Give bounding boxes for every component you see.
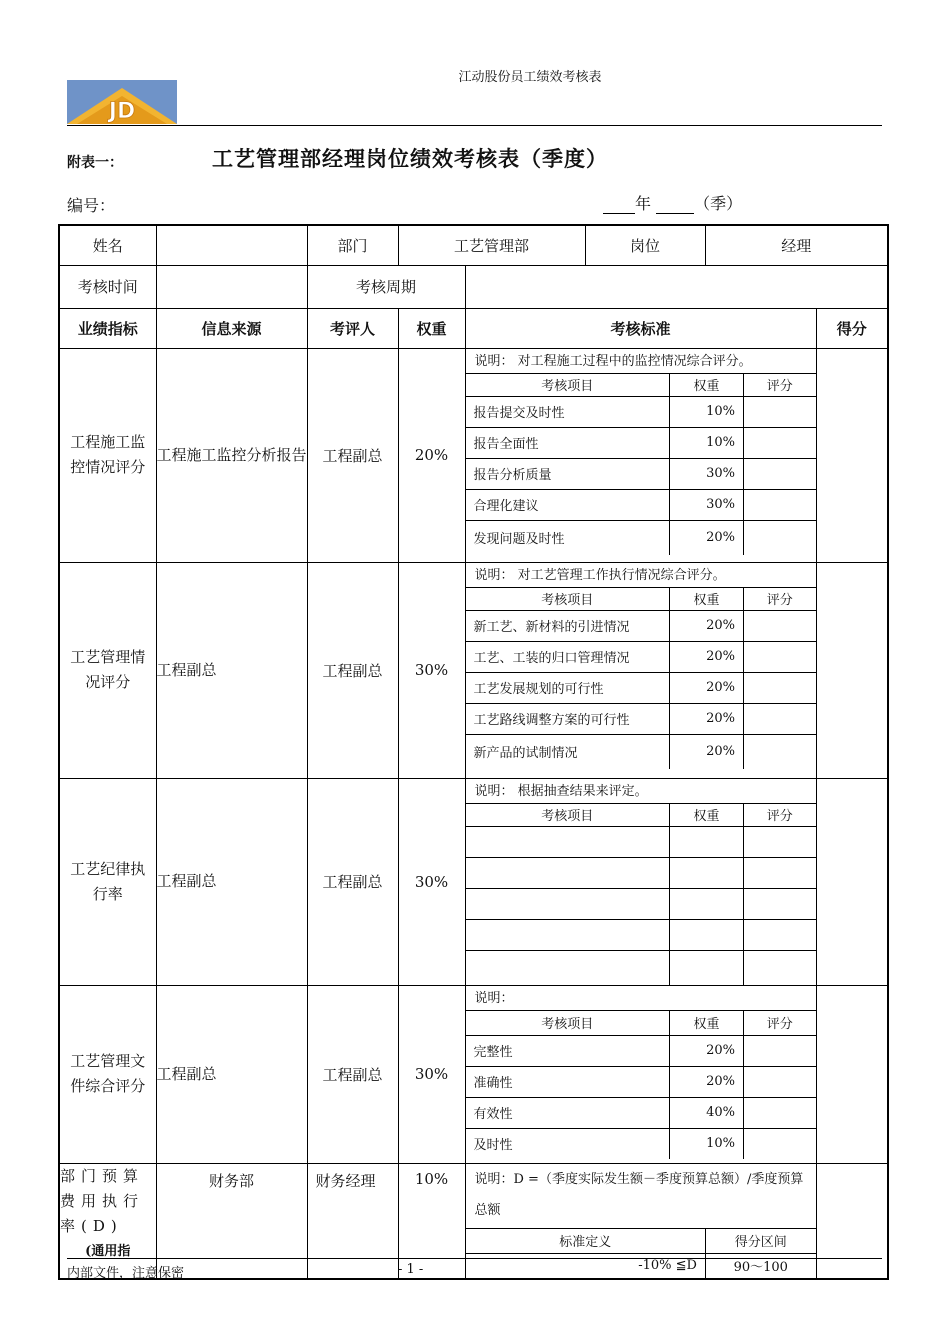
- criteria-item-row: [466, 396, 816, 427]
- criteria-weight: 40%: [670, 1097, 744, 1128]
- criteria-item[interactable]: [466, 888, 670, 919]
- indicator-name: 工艺管理情况评分: [59, 562, 156, 778]
- sub-col-weight: 权重: [670, 587, 744, 610]
- criteria-weight: 20%: [670, 610, 744, 641]
- criteria-score-field[interactable]: [744, 888, 816, 919]
- criteria-item: 及时性: [466, 1128, 670, 1159]
- criteria-weight: 20%: [670, 734, 744, 769]
- sub-col-score: 评分: [744, 1010, 816, 1035]
- quarter-label: （季）: [694, 194, 743, 213]
- budget-range-value: 90～100: [706, 1253, 816, 1278]
- criteria-weight: 20%: [670, 672, 744, 703]
- criteria-item-row: [466, 1035, 816, 1066]
- criteria-item[interactable]: [466, 950, 670, 985]
- criteria-weight: 10%: [670, 1128, 744, 1159]
- indicator-reviewer: 工程副总: [307, 348, 398, 562]
- serial-label: 编号：: [67, 196, 116, 215]
- indicator-reviewer: 工程副总: [307, 562, 398, 778]
- criteria-item-row: [466, 489, 816, 520]
- budget-indicator-note: (通用指: [85, 1243, 131, 1259]
- criteria-item: 发现问题及时性: [466, 520, 670, 555]
- criteria-score-field[interactable]: [744, 857, 816, 888]
- period-field: [603, 191, 742, 214]
- criteria-item: 报告提交及时性: [466, 396, 670, 427]
- criteria-subtable: [466, 1010, 816, 1159]
- criteria-item: 报告全面性: [466, 427, 670, 458]
- criteria-weight: 10%: [670, 427, 744, 458]
- criteria-score-field[interactable]: [744, 703, 816, 734]
- sub-col-score: 评分: [744, 803, 816, 826]
- col-score: 得分: [816, 308, 888, 348]
- criteria-subtable: [466, 373, 816, 555]
- indicator-weight: 30%: [398, 985, 465, 1163]
- page-title: 工艺管理部经理岗位绩效考核表（季度）: [212, 146, 608, 171]
- criteria-score-field[interactable]: [744, 396, 816, 427]
- criteria-item-row: [466, 610, 816, 641]
- budget-weight: 10%: [398, 1163, 465, 1279]
- budget-description: 说明：D =（季度实际发生额－季度预算总额）/季度预算总额: [474, 1171, 804, 1218]
- sub-col-item: 考核项目: [466, 1010, 670, 1035]
- criteria-cell: [465, 778, 816, 985]
- budget-range-label: 得分区间: [706, 1228, 816, 1253]
- score-field[interactable]: [816, 985, 888, 1163]
- budget-criteria-cell: [465, 1163, 816, 1279]
- criteria-score-field[interactable]: [744, 641, 816, 672]
- column-header-row: [59, 308, 888, 348]
- criteria-item[interactable]: [466, 826, 670, 857]
- col-weight: 权重: [398, 308, 465, 348]
- criteria-description: 说明： 根据抽查结果来评定。: [474, 783, 648, 799]
- criteria-score-field[interactable]: [744, 520, 816, 555]
- score-field[interactable]: [816, 562, 888, 778]
- cycle-label: 考核周期: [307, 265, 465, 308]
- criteria-item: 工艺、工装的归口管理情况: [466, 641, 670, 672]
- col-reviewer: 考评人: [307, 308, 398, 348]
- sub-col-weight: 权重: [670, 1010, 744, 1035]
- criteria-score-field[interactable]: [744, 826, 816, 857]
- criteria-item: 新工艺、新材料的引进情况: [466, 610, 670, 641]
- criteria-item: 报告分析质量: [466, 458, 670, 489]
- criteria-item[interactable]: [466, 857, 670, 888]
- criteria-item-row: [466, 672, 816, 703]
- header-divider: [67, 125, 882, 126]
- sub-col-score: 评分: [744, 587, 816, 610]
- criteria-item-row: [466, 641, 816, 672]
- sub-col-item: 考核项目: [466, 587, 670, 610]
- criteria-item: 工艺路线调整方案的可行性: [466, 703, 670, 734]
- confidential-note: 内部文件，注意保密: [67, 1266, 185, 1281]
- sub-col-score: 评分: [744, 373, 816, 396]
- name-label: 姓名: [59, 225, 156, 265]
- sub-col-item: 考核项目: [466, 803, 670, 826]
- budget-header-row: [466, 1228, 816, 1253]
- indicator-row: [59, 562, 888, 778]
- criteria-score-field[interactable]: [744, 1066, 816, 1097]
- criteria-item-row: [466, 857, 816, 888]
- sub-col-weight: 权重: [670, 803, 744, 826]
- year-blank[interactable]: [603, 197, 635, 214]
- criteria-description: 说明： 对工艺管理工作执行情况综合评分。: [474, 567, 726, 583]
- criteria-item-row: [466, 1066, 816, 1097]
- budget-std-value: -10% ≦D: [466, 1253, 706, 1278]
- criteria-score-field[interactable]: [744, 427, 816, 458]
- indicator-weight: 30%: [398, 778, 465, 985]
- criteria-item: 准确性: [466, 1066, 670, 1097]
- criteria-item-row: [466, 703, 816, 734]
- indicator-name: 工艺管理文件综合评分: [59, 985, 156, 1163]
- criteria-score-field[interactable]: [744, 1128, 816, 1159]
- criteria-weight[interactable]: [670, 919, 744, 950]
- col-standard: 考核标准: [465, 308, 816, 348]
- indicator-reviewer: 工程副总: [307, 778, 398, 985]
- indicator-row: [59, 348, 888, 562]
- criteria-score-field[interactable]: [744, 1097, 816, 1128]
- criteria-item-row: [466, 1128, 816, 1159]
- time-value[interactable]: [156, 265, 307, 308]
- dept-value: 工艺管理部: [398, 225, 585, 265]
- cycle-value[interactable]: [465, 265, 888, 308]
- criteria-score-field[interactable]: [744, 672, 816, 703]
- criteria-score-field[interactable]: [744, 950, 816, 985]
- footer-divider: [67, 1258, 882, 1259]
- criteria-weight[interactable]: [670, 950, 744, 985]
- budget-source: 财务部: [156, 1163, 307, 1279]
- budget-score-field[interactable]: [816, 1163, 888, 1279]
- budget-std-label: 标准定义: [466, 1228, 706, 1253]
- dept-label: 部门: [307, 225, 398, 265]
- criteria-score-field[interactable]: [744, 458, 816, 489]
- indicator-name: 工程施工监控情况评分: [59, 348, 156, 562]
- indicator-reviewer: 工程副总: [307, 985, 398, 1163]
- company-header-title: 江动股份员工绩效考核表: [458, 70, 602, 85]
- criteria-score-field[interactable]: [744, 610, 816, 641]
- indicator-weight: 30%: [398, 562, 465, 778]
- sub-header-row: [466, 587, 816, 610]
- name-value[interactable]: [156, 225, 307, 265]
- sub-col-weight: 权重: [670, 373, 744, 396]
- criteria-item: 完整性: [466, 1035, 670, 1066]
- info-row-2: [59, 265, 888, 308]
- criteria-weight: 30%: [670, 458, 744, 489]
- criteria-item-row: [466, 950, 816, 985]
- criteria-weight: 20%: [670, 1035, 744, 1066]
- appraisal-table: [58, 224, 889, 1280]
- sub-header-row: [466, 803, 816, 826]
- indicator-row: [59, 778, 888, 985]
- budget-subtable: [466, 1228, 816, 1278]
- criteria-item: 合理化建议: [466, 489, 670, 520]
- criteria-subtable: [466, 587, 816, 769]
- criteria-item: 新产品的试制情况: [466, 734, 670, 769]
- svg-text:JD: JD: [108, 99, 136, 124]
- col-source: 信息来源: [156, 308, 307, 348]
- criteria-item-row: [466, 458, 816, 489]
- criteria-score-field[interactable]: [744, 1035, 816, 1066]
- sub-header-row: [466, 1010, 816, 1035]
- criteria-weight: 20%: [670, 520, 744, 555]
- indicator-source: 工程副总: [156, 562, 307, 778]
- criteria-weight[interactable]: [670, 857, 744, 888]
- criteria-item-row: [466, 1097, 816, 1128]
- time-label: 考核时间: [59, 265, 156, 308]
- budget-standard-row: [466, 1253, 816, 1278]
- score-field[interactable]: [816, 778, 888, 985]
- criteria-item: 工艺发展规划的可行性: [466, 672, 670, 703]
- criteria-item-row: [466, 888, 816, 919]
- criteria-description: 说明： 对工程施工过程中的监控情况综合评分。: [474, 353, 752, 369]
- criteria-subtable: [466, 803, 816, 985]
- indicator-source: 工程施工监控分析报告: [156, 348, 307, 562]
- sub-col-item: 考核项目: [466, 373, 670, 396]
- indicator-name: 工艺纪律执行率: [59, 778, 156, 985]
- indicator-weight: 20%: [398, 348, 465, 562]
- budget-reviewer: 财务经理: [307, 1163, 398, 1279]
- appendix-label: 附表一：: [67, 155, 123, 171]
- criteria-item-row: [466, 826, 816, 857]
- criteria-weight: 20%: [670, 703, 744, 734]
- criteria-weight: 10%: [670, 396, 744, 427]
- indicator-source: 工程副总: [156, 778, 307, 985]
- page-number: - 1 -: [398, 1262, 424, 1277]
- criteria-weight[interactable]: [670, 888, 744, 919]
- criteria-weight[interactable]: [670, 826, 744, 857]
- budget-indicator-name: 部门预算费用执行率(D): [60, 1166, 145, 1235]
- criteria-score-field[interactable]: [744, 489, 816, 520]
- criteria-weight: 20%: [670, 1066, 744, 1097]
- col-indicator: 业绩指标: [59, 308, 156, 348]
- criteria-weight: 30%: [670, 489, 744, 520]
- criteria-item[interactable]: [466, 919, 670, 950]
- indicator-row: [59, 985, 888, 1163]
- criteria-item-row: [466, 734, 816, 769]
- criteria-cell: [465, 562, 816, 778]
- indicator-source: 工程副总: [156, 985, 307, 1163]
- criteria-cell: [465, 985, 816, 1163]
- criteria-weight: 20%: [670, 641, 744, 672]
- criteria-score-field[interactable]: [744, 919, 816, 950]
- criteria-item: 有效性: [466, 1097, 670, 1128]
- info-row-1: [59, 225, 888, 265]
- criteria-item-row: [466, 919, 816, 950]
- year-label: 年: [635, 194, 652, 213]
- quarter-blank[interactable]: [656, 197, 694, 214]
- position-label: 岗位: [585, 225, 705, 265]
- criteria-score-field[interactable]: [744, 734, 816, 769]
- position-value: 经理: [705, 225, 888, 265]
- score-field[interactable]: [816, 348, 888, 562]
- company-logo: [67, 80, 177, 124]
- sub-header-row: [466, 373, 816, 396]
- criteria-item-row: [466, 520, 816, 555]
- criteria-description: 说明：: [474, 990, 514, 1006]
- criteria-item-row: [466, 427, 816, 458]
- criteria-cell: [465, 348, 816, 562]
